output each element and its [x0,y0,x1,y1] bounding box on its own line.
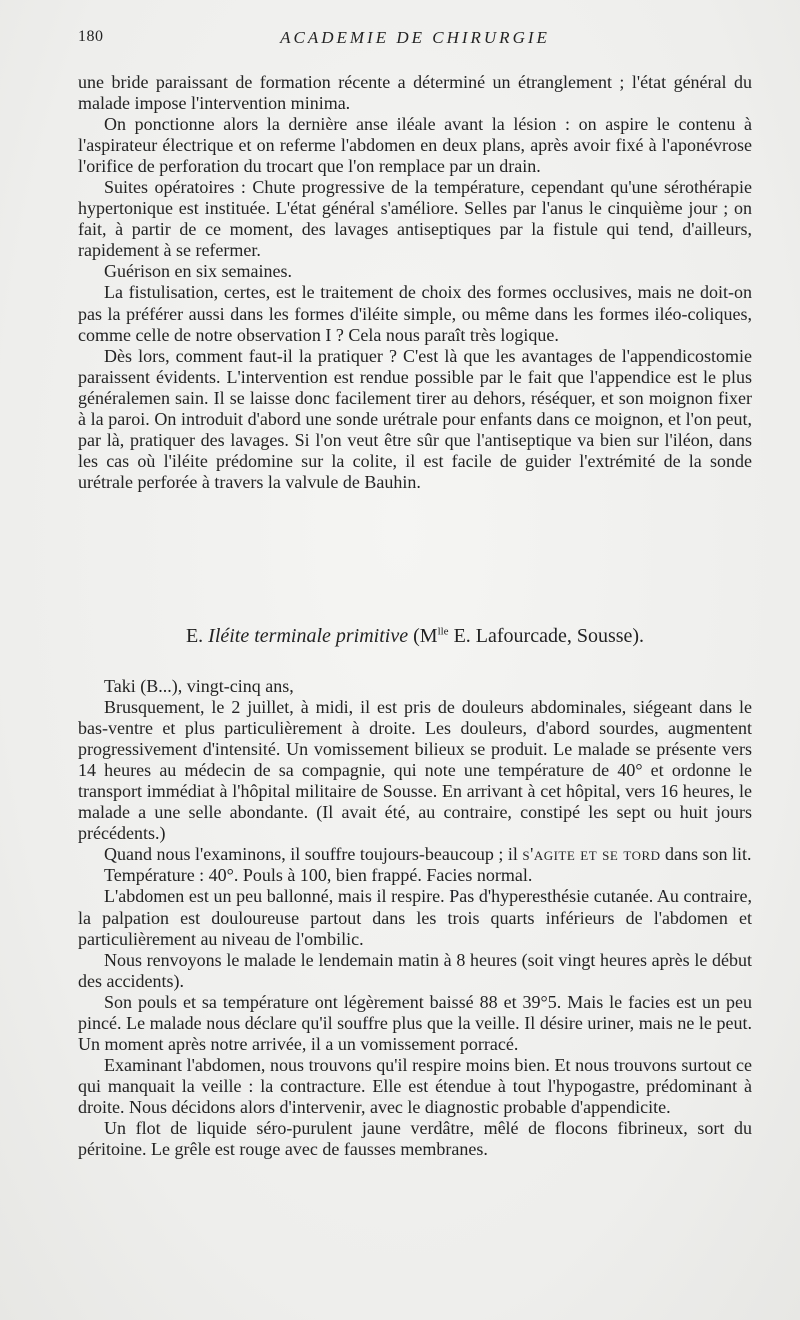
section-author-superscript: lle [437,625,449,638]
paragraph: Un flot de liquide séro-purulent jaune verdâtre, mêlé de flocons fibrineux, sort du péritoine. Le grêle est rouge avec de fausses membranes. [78,1117,752,1160]
paragraph: Taki (B...), vingt-cinq ans, [104,676,294,696]
paragraph: Guérison en six semaines. [104,261,292,282]
paragraph: Suites opératoires : Chute progressive de la température, cependant qu'une sérothérapie hypertonique est instituée. L'état général s'améliore. Selles par l'anus le cinquième jour ; on fait, à partir de ce moment, des lavages antiseptiques par la fistule qui tend, d'ailleurs, rapidement à se refermer. [78,177,752,261]
paragraph: Dès lors, comment faut-il la pratiquer ? C'est là que les avantages de l'appendicostomie paraissent évidents. L'intervention est rendue possible par le fait que l'appendice est le plus généralemen sain. Il se laisse donc facilement tirer au dehors, réséquer, et son moignon fixer à la paroi. On introduit d'abord une sonde urétrale pour enfants dans ce moignon, et l'on peut, par là, pratiquer des lavages. Si l'on veut être sûr que l'antiseptique va bien sur l'iléon, dans les cas où l'iléite prédomine sur la colite, il est facile de guider l'extrémité de la sonde urétrale perforée à travers la valvule de Bauhin. [78,345,752,492]
page-number: 180 [78,28,104,45]
running-head: ACADEMIE DE CHIRURGIE [280,28,550,47]
small-caps-text: s'agite et se tord [522,844,661,865]
paragraph: L'abdomen est un peu ballonné, mais il respire. Pas d'hyperesthésie cutanée. Au contraire, la palpation est douloureuse partout dans les trois quarts inférieurs de l'abdomen et particulièrement au niveau de l'ombilic. [78,886,752,949]
paragraph: Examinant l'abdomen, nous trouvons qu'il respire moins bien. Et nous trouvons surtout ce qui manquait la veille : la contracture. Elle est étendue à tout l'hypogastre, prédominant à droite. Nous décidons alors d'intervenir, avec le diagnostic probable d'appendicite. [78,1054,752,1117]
paragraph-text: dans son lit. [660,844,752,865]
page-header [78,28,752,52]
text-block-1 [78,72,752,493]
section-letter: E. [185,625,204,647]
section-title-text: Iléite terminale primitive [208,625,409,647]
text-block-2 [78,676,752,1160]
paragraph: Température : 40°. Pouls à 100, bien frappé. Facies normal. [104,865,533,886]
paragraph: Son pouls et sa température ont légèrement baissé 88 et 39°5. Mais le facies est un peu pincé. Le malade nous déclare qu'il souffre plus que la veille. Il désire uriner, mais ne le peut. Un moment après notre arrivée, il a un vomissement porracé. [78,991,752,1054]
paragraph: On ponctionne alors la dernière anse iléale avant la lésion : on aspire le contenu à l'aspirateur électrique et on referme l'abdomen en deux plans, après avoir fixé à l'aponévrose l'orifice de perforation du trocart que l'on remplace par un drain. [78,114,752,177]
paragraph: Brusquement, le 2 juillet, à midi, il est pris de douleurs abdominales, siégeant dans le bas-ventre et plus particulièrement à droite. Les douleurs, d'abord sourdes, augmentent progressivement d'intensité. Un vomissement bilieux se produit. Le malade se présente vers 14 heures au médecin de sa compagnie, qui note une température de 40° et ordonne le transport immédiat à l'hôpital militaire de Sousse. En arrivant à cet hôpital, vers 16 heures, le malade a une selle abondante. (Il avait été, au contraire, constipé les sept ou huit jours précédents.) [78,697,752,844]
paragraph: Nous renvoyons le malade le lendemain matin à 8 heures (soit vingt heures après le début des accidents). [78,949,752,991]
paragraph: La fistulisation, certes, est le traitement de choix des formes occlusives, mais ne doit-on pas la préférer aussi dans les formes d'iléite simple, ou même dans les formes iléo-coliques, comme celle de notre observation I ? Cela nous paraît très logique. [78,282,752,345]
paragraph-text: Quand nous l'examinons, il souffre toujours-beaucoup ; il [104,844,523,865]
paragraph: une bride paraissant de formation récente a déterminé un étranglement ; l'état général du malade impose l'intervention minima. [78,72,752,114]
section-author-prefix: (M [413,625,438,647]
paragraph [78,844,752,865]
section-heading [78,624,752,648]
section-author: E. Lafourcade, Sousse). [448,625,645,647]
